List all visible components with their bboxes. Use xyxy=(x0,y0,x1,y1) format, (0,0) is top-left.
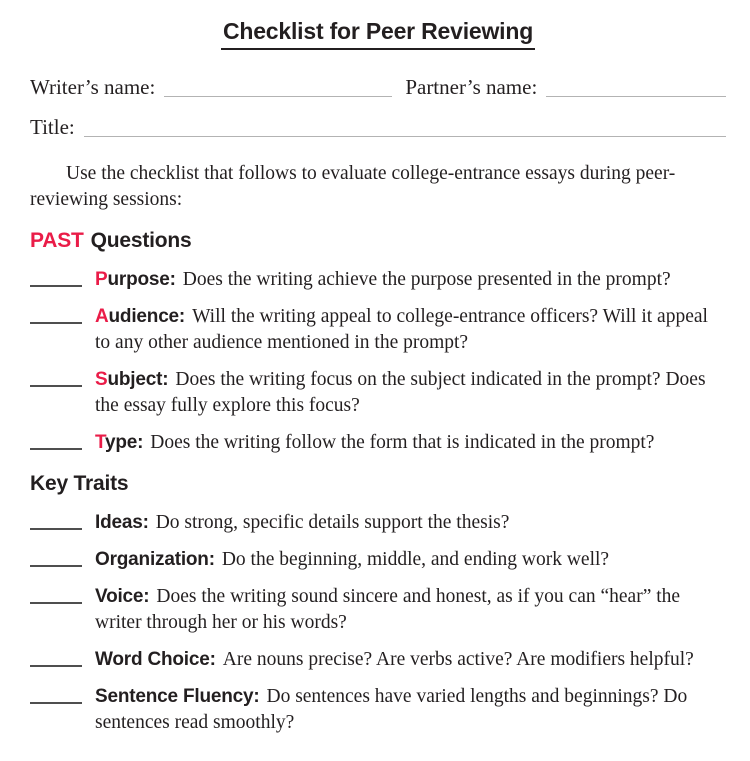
past-questions-heading xyxy=(30,229,726,253)
response-blank[interactable] xyxy=(30,684,82,704)
item-question: Does the writing sound sincere and honest, as if you can “hear” the writer through her or his words? xyxy=(95,586,681,633)
writer-name-blank[interactable] xyxy=(164,87,392,97)
past-item-audience xyxy=(30,304,726,356)
key-traits-heading: Key Traits xyxy=(30,472,129,495)
page-title-text: Checklist for Peer Reviewing xyxy=(221,18,535,50)
item-label: Ideas: xyxy=(95,512,149,533)
item-label: Sentence Fluency: xyxy=(95,686,260,707)
response-blank[interactable] xyxy=(30,547,82,567)
item-question: Do the beginning, middle, and ending work well? xyxy=(221,549,610,570)
item-text xyxy=(95,267,726,293)
item-text xyxy=(95,647,726,673)
past-item-purpose xyxy=(30,267,726,293)
response-blank[interactable] xyxy=(30,304,82,324)
page-title xyxy=(30,18,726,50)
item-label: Voice: xyxy=(95,586,150,607)
item-question: Does the writing focus on the subject indicated in the prompt? Does the essay fully explore this focus? xyxy=(95,369,706,416)
writer-name-label: Writer’s name: xyxy=(30,75,156,99)
trait-item-word-choice xyxy=(30,647,726,673)
past-heading-rest: Questions xyxy=(90,229,192,252)
item-label: Word Choice: xyxy=(95,649,216,670)
item-text xyxy=(95,430,726,456)
item-question: Does the writing achieve the purpose presented in the prompt? xyxy=(182,269,671,290)
title-field-row xyxy=(30,115,726,140)
item-label: Type: xyxy=(95,432,144,453)
item-text xyxy=(95,684,726,736)
item-label: Subject: xyxy=(95,369,169,390)
response-blank[interactable] xyxy=(30,430,82,450)
item-text xyxy=(95,304,726,356)
essay-title-label: Title: xyxy=(30,115,75,139)
item-question: Do strong, specific details support the thesis? xyxy=(155,512,510,533)
item-question: Will the writing appeal to college-entrance officers? Will it appeal to any other audience mentioned in the prompt? xyxy=(95,306,708,353)
trait-item-organization xyxy=(30,547,726,573)
trait-item-ideas xyxy=(30,510,726,536)
essay-title-blank[interactable] xyxy=(84,127,726,137)
response-blank[interactable] xyxy=(30,267,82,287)
partner-name-label: Partner’s name: xyxy=(405,75,538,99)
intro-paragraph: Use the checklist that follows to evaluate college-entrance essays during peer-reviewing sessions: xyxy=(30,163,676,210)
past-heading-accent: PAST xyxy=(30,229,84,252)
item-label: Organization: xyxy=(95,549,215,570)
item-label: Purpose: xyxy=(95,269,176,290)
item-label: Audience: xyxy=(95,306,186,327)
item-question: Do sentences have varied lengths and beginnings? Do sentences read smoothly? xyxy=(95,686,688,733)
past-item-type xyxy=(30,430,726,456)
trait-item-voice xyxy=(30,584,726,636)
response-blank[interactable] xyxy=(30,367,82,387)
item-text xyxy=(95,510,726,536)
item-text xyxy=(95,367,726,419)
past-item-subject xyxy=(30,367,726,419)
item-text xyxy=(95,547,726,573)
item-text xyxy=(95,584,726,636)
partner-name-blank[interactable] xyxy=(546,87,726,97)
item-question: Are nouns precise? Are verbs active? Are modifiers helpful? xyxy=(222,649,694,670)
response-blank[interactable] xyxy=(30,510,82,530)
response-blank[interactable] xyxy=(30,647,82,667)
trait-item-sentence-fluency xyxy=(30,684,726,736)
response-blank[interactable] xyxy=(30,584,82,604)
name-fields-row xyxy=(30,75,726,100)
item-question: Does the writing follow the form that is indicated in the prompt? xyxy=(150,432,655,453)
